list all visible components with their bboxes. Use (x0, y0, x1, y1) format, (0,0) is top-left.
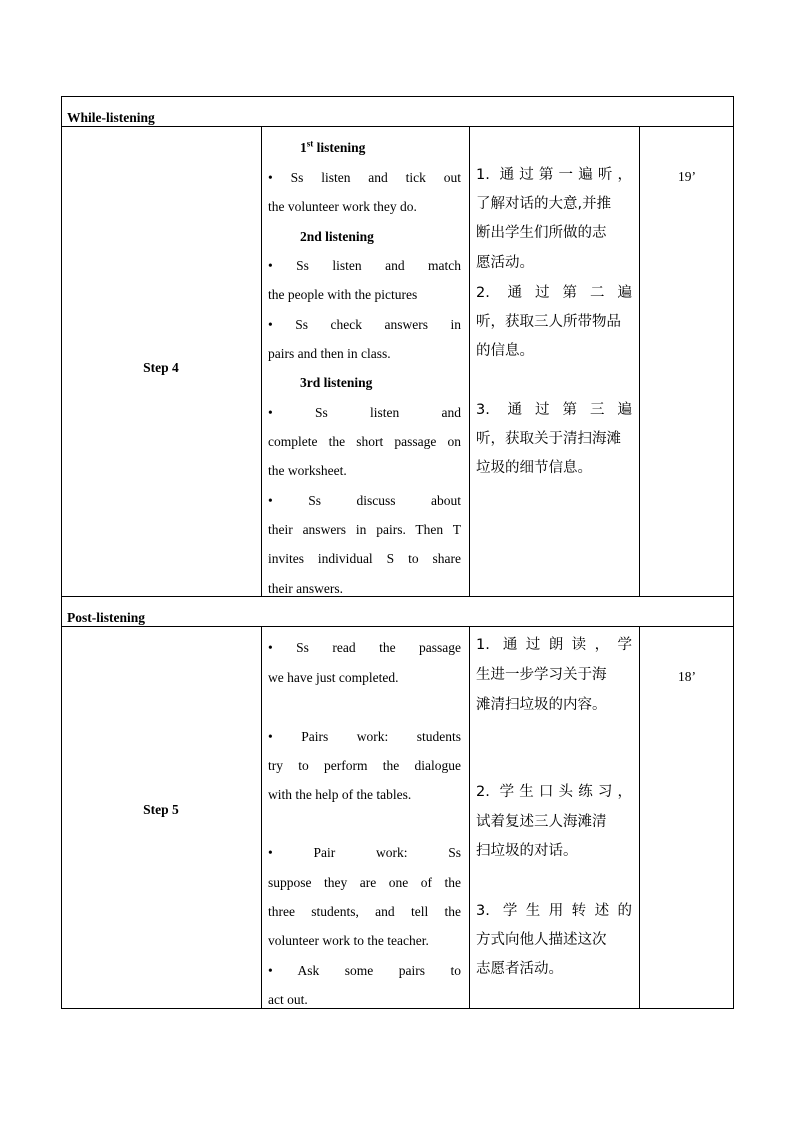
procedure-line: try to perform the dialogue (268, 758, 461, 773)
ordinal-suffix: st (306, 138, 314, 149)
rule (61, 596, 734, 597)
procedure-line: three students, and tell the (268, 904, 461, 919)
procedure-line: we have just completed. (268, 670, 399, 685)
procedure-line: • Ss listen and match (268, 258, 461, 273)
procedure-line: • Ss listen and tick out (268, 170, 461, 185)
procedure-line: complete the short passage on (268, 434, 461, 449)
rule (469, 626, 470, 1008)
rule (61, 126, 734, 127)
procedure-line: invites individual S to share (268, 551, 461, 566)
rule (61, 1008, 734, 1009)
procedure-line: • Pair work: Ss (268, 845, 461, 860)
procedure-line: • Ss check answers in (268, 317, 461, 332)
procedure-line: 2nd listening (300, 229, 374, 244)
procedure-line: • Ask some pairs to (268, 963, 461, 978)
rule (639, 126, 640, 596)
purpose-line: 的信息。 (476, 343, 534, 359)
procedure-line: • Pairs work: students (268, 729, 461, 744)
purpose-line: 3. 学生用转述的 (476, 903, 632, 919)
purpose-line: 断出学生们所做的志 (476, 225, 607, 241)
rule (61, 96, 734, 97)
procedure-line: their answers. (268, 581, 343, 596)
ordinal-number: 1 (300, 140, 307, 155)
procedure-line (300, 140, 365, 155)
procedure-line: the people with the pictures (268, 287, 418, 302)
procedure-line: • Ss discuss about (268, 493, 461, 508)
step-label: Step 5 (143, 802, 179, 817)
procedure-line: 3rd listening (300, 375, 373, 390)
procedure-line: their answers in pairs. Then T (268, 522, 461, 537)
purpose-line: 垃圾的细节信息。 (476, 460, 592, 476)
procedure-line: • Ss listen and (268, 405, 461, 420)
rule (733, 96, 734, 1009)
purpose-line: 生进一步学习关于海 (476, 667, 607, 683)
rule (61, 96, 62, 1009)
duration: 19’ (678, 169, 696, 184)
purpose-line: 愿活动。 (476, 255, 534, 271)
procedure-line: the worksheet. (268, 463, 347, 478)
rule (61, 626, 734, 627)
section-title-while-listening: While-listening (67, 110, 155, 125)
purpose-line: 听，获取三人所带物品 (476, 314, 621, 330)
step-label: Step 4 (143, 360, 179, 375)
purpose-line: 扫垃圾的对话。 (476, 843, 578, 859)
purpose-line: 1. 通过第一遍听， (476, 167, 632, 183)
rule (261, 126, 262, 596)
purpose-line: 听，获取关于清扫海滩 (476, 431, 621, 447)
rule (261, 626, 262, 1008)
section-title-post-listening: Post-listening (67, 610, 146, 625)
procedure-line: volunteer work to the teacher. (268, 933, 429, 948)
procedure-line: • Ss read the passage (268, 640, 461, 655)
procedure-line: suppose they are one of the (268, 875, 461, 890)
procedure-line: act out. (268, 992, 308, 1007)
purpose-line: 2. 学生口头练习， (476, 784, 632, 800)
procedure-line: with the help of the tables. (268, 787, 412, 802)
purpose-line: 1. 通过朗读，学 (476, 637, 632, 653)
purpose-line: 2. 通过第二遍 (476, 285, 632, 301)
heading-text: listening (313, 140, 366, 155)
procedure-line: pairs and then in class. (268, 346, 391, 361)
duration: 18’ (678, 669, 696, 684)
rule (469, 126, 470, 596)
purpose-line: 方式向他人描述这次 (476, 932, 607, 948)
purpose-line: 3. 通过第三遍 (476, 402, 632, 418)
purpose-line: 滩清扫垃圾的内容。 (476, 697, 607, 713)
purpose-line: 志愿者活动。 (476, 961, 563, 977)
procedure-line: the volunteer work they do. (268, 199, 417, 214)
purpose-line: 了解对话的大意,并推 (476, 196, 612, 212)
purpose-line: 试着复述三人海滩清 (476, 814, 607, 830)
